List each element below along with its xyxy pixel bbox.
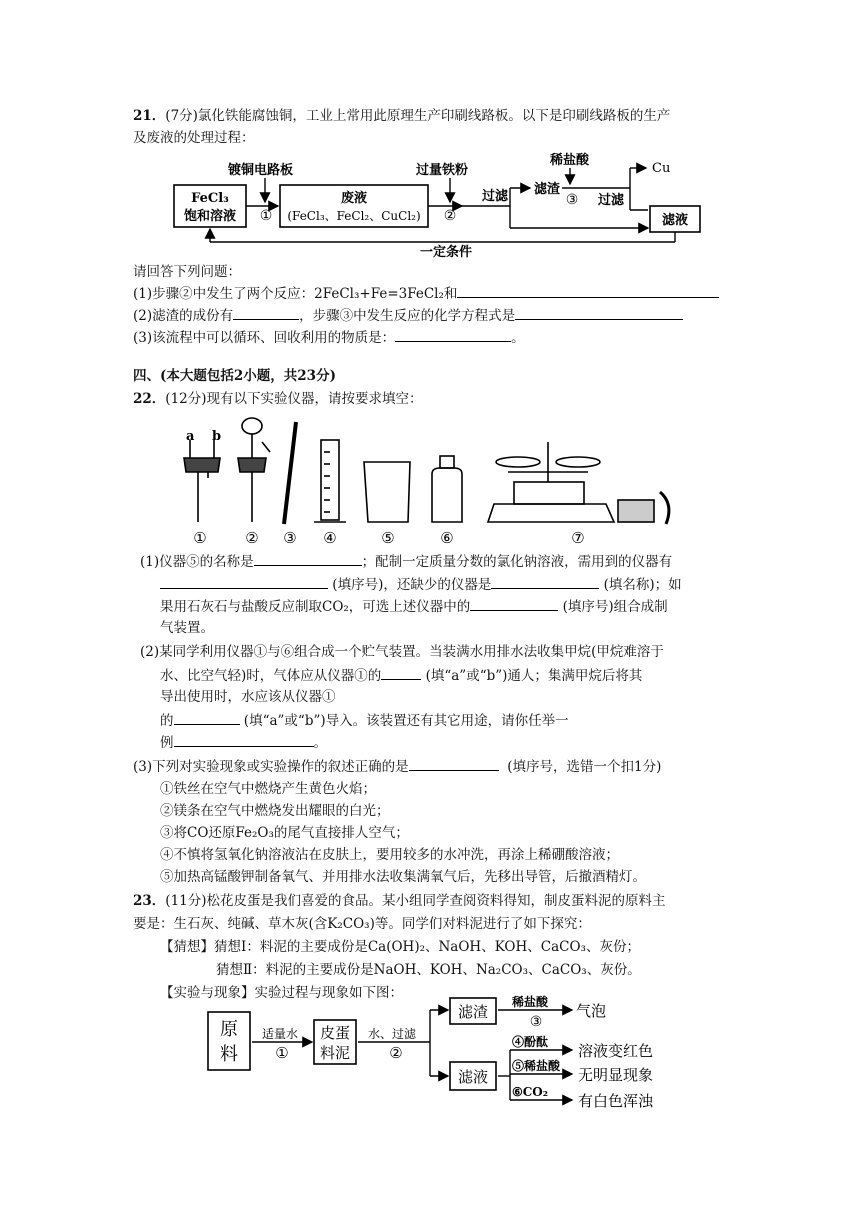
- q21-part2-text-a: 滤渣的成份有: [152, 308, 234, 324]
- instrument-4-cylinder: [314, 440, 346, 522]
- copper-board-label: 镀铜电路板: [228, 163, 294, 178]
- q21-part1-text: (1)步骤②中发生了两个反应：2FeCl₃+Fe=3FeCl₂和: [133, 286, 458, 302]
- number-1: ①: [193, 529, 207, 547]
- q21-heading: [133, 106, 670, 126]
- q22-option-1: ①铁丝在空气中燃烧产生黄色火焰；: [160, 781, 376, 797]
- raw-label-1: 原: [220, 1019, 238, 1040]
- q23-heading-cont: 要是：生石灰、纯碱、草木灰(含K₂CO₃)等。同学们对料泥进行了如下探究：: [133, 916, 591, 932]
- q22-p2-line3: 导出使用时，水应该从仪器①: [160, 689, 336, 705]
- q22-p1-line3: 果用石灰石与盐酸反应制取CO₂，可选上述仪器中的 (填序号)组合成制: [160, 596, 668, 617]
- step2-label: ②: [443, 208, 457, 224]
- instrument-3-glass-rod: [284, 422, 296, 524]
- bubble-label: 气泡: [576, 1002, 607, 1020]
- instrument-6-bottle: [432, 456, 462, 522]
- q23-number: 23．: [133, 893, 166, 909]
- q21-heading-cont: 及废液的处理过程：: [133, 130, 255, 146]
- filter1-label: 过滤: [482, 189, 509, 204]
- answer-blank-7[interactable]: [491, 574, 599, 589]
- q22-option-3: ③将CO还原Fe₂O₃的尾气直接排人空气；: [160, 825, 409, 841]
- iron-powder-label: 过量铁粉: [416, 163, 469, 178]
- instrument-5-beaker: [364, 462, 410, 522]
- white-result: 有白色浑浊: [578, 1092, 654, 1110]
- answer-blank-5[interactable]: [254, 551, 362, 566]
- fecl3-label: FeCl₃: [191, 191, 229, 206]
- q21-part1: [133, 283, 719, 304]
- q22-option-5: ⑤加热高锰酸钾制备氧气、并用排水法收集满氧气后，先移出导管，后撤酒精灯。: [160, 869, 646, 885]
- instrument-1-double-tube: [184, 440, 220, 522]
- residue-label: 滤渣: [534, 182, 561, 197]
- phenolphthalein-label: ④酚酞: [512, 1035, 549, 1049]
- saturated-solution-label: 饱和溶液: [183, 209, 237, 224]
- label-b: b: [212, 429, 222, 444]
- mud-label-1: 皮蛋: [319, 1024, 351, 1042]
- q23-heading: 23．(11分)松花皮蛋是我们喜爱的食品。某小组同学查阅资料得知，制皮蛋料泥的原料主: [133, 893, 666, 909]
- q23-flow-diagram: [200, 990, 700, 1120]
- step1-q23: ①: [275, 1044, 289, 1062]
- q22-text: (12分)现有以下实验仪器，请按要求填空：: [165, 391, 423, 407]
- waste-liquid-label: 废液: [340, 191, 368, 206]
- q23-guess1: 【猜想】猜想Ⅰ：料泥的主要成份是Ca(OH)₂、NaOH、KOH、CaCO₃、灰份；: [160, 939, 640, 955]
- q21-text: (7分)氯化铁能腐蚀铜，工业上常用此原理生产印刷线路板。以下是印刷线路板的生产: [165, 108, 671, 124]
- answer-blank-4[interactable]: [395, 327, 511, 342]
- answer-blank-1[interactable]: [457, 283, 719, 298]
- q23-guess2: 猜想Ⅱ：料泥的主要成份是NaOH、KOH、Na₂CO₃、CaCO₃、灰份。: [216, 962, 641, 978]
- step3-q23: ③: [529, 1014, 543, 1030]
- q22-p2-line2: 水、比空气轻)时，气体应从仪器①的 (填“a”或“b”)通人；集满甲烷后将其: [160, 665, 642, 686]
- residue-label-q23: 滤渣: [457, 1003, 489, 1021]
- cu-label: Cu: [652, 161, 671, 176]
- q21-part3-text: (3)该流程中可以循环、回收利用的物质是：: [133, 330, 396, 346]
- answer-blank-6[interactable]: [160, 574, 328, 589]
- q21-part2-text-b: ，步骤③中发生反应的化学方程式是: [299, 308, 516, 324]
- number-3: ③: [283, 529, 297, 547]
- answer-blank-3[interactable]: [515, 305, 683, 320]
- none-result: 无明显现象: [578, 1066, 654, 1084]
- answer-blank-8[interactable]: [470, 596, 558, 611]
- red-result: 溶液变红色: [578, 1042, 654, 1060]
- instrument-2-funnel: [238, 418, 270, 522]
- q22-p3: (3)下列对实验现象或实验操作的叙述正确的是 (填序号，选错一个扣1分): [133, 756, 661, 777]
- mud-label-2: 料泥: [319, 1044, 351, 1062]
- waste-liquid-contents: (FeCl₃、FeCl₂、CuCl₂): [287, 209, 421, 223]
- filtrate-label: 滤液: [661, 213, 689, 228]
- q22-heading: [133, 389, 423, 409]
- label-a: a: [186, 429, 195, 444]
- acid-label: 稀盐酸: [550, 153, 590, 168]
- q21-number: 21．: [133, 108, 166, 124]
- step3-label: ③: [565, 192, 579, 208]
- q23-experiment: 【实验与现象】实验过程与现象如下图：: [160, 985, 403, 1001]
- raw-label-2: 料: [220, 1044, 238, 1065]
- q22-p2-line4: 的 (填“a”或“b”)导入。该装置还有其它用途，请你任举一: [160, 710, 569, 731]
- q22-p1-line4: 气装置。: [160, 620, 214, 636]
- q22-p2-line5: 例 。: [160, 732, 327, 753]
- q22-number: 22．: [133, 391, 166, 407]
- answer-blank-9[interactable]: [381, 665, 421, 680]
- number-4: ④: [323, 529, 337, 547]
- answer-blank-11[interactable]: [174, 732, 314, 747]
- q22-p1-line1: (1)仪器⑤的名称是 ；配制一定质量分数的氯化钠溶液，需用到的仪器有: [140, 551, 672, 572]
- q21-prompt: 请回答下列问题：: [133, 264, 241, 280]
- q21-part3: (3)该流程中可以循环、回收利用的物质是： 。: [133, 327, 525, 348]
- q22-p2-line1: (2)某同学利用仪器①与⑥组合成一个贮气装置。当装满水用排水法收集甲烷(甲烷难溶于: [140, 644, 664, 660]
- filtrate-label-q23: 滤液: [457, 1068, 489, 1086]
- q21-part2: (2)滤渣的成份有 ，步骤③中发生反应的化学方程式是: [133, 305, 683, 326]
- number-6: ⑥: [440, 529, 454, 547]
- step1-label: ①: [259, 208, 273, 224]
- answer-blank-2[interactable]: [233, 305, 299, 320]
- q22-option-4: ④不慎将氢氧化钠溶液沾在皮肤上，要用较多的水冲洗，再涂上稀硼酸溶液；: [160, 847, 619, 863]
- water-label: 适量水: [262, 1027, 299, 1041]
- acid2-label: ⑤稀盐酸: [512, 1059, 561, 1073]
- instrument-7-balance: [488, 442, 669, 524]
- co2-label: ⑥CO₂: [512, 1085, 549, 1099]
- q22-p1-line2: (填序号)，还缺少的仪器是 (填名称)；如: [160, 574, 682, 595]
- number-2: ②: [245, 529, 259, 547]
- q22-option-2: ②镁条在空气中燃烧发出耀眼的白光；: [160, 803, 390, 819]
- number-7: ⑦: [571, 529, 585, 547]
- water-filter-label: 水、过滤: [368, 1027, 417, 1041]
- q21-flow-diagram: [170, 150, 715, 258]
- instruments-figure: [178, 412, 698, 547]
- filter2-label: 过滤: [598, 193, 625, 208]
- answer-blank-10[interactable]: [174, 710, 240, 725]
- condition-label: 一定条件: [420, 245, 473, 258]
- acid-label-q23: 稀盐酸: [512, 995, 549, 1009]
- step2-q23: ②: [389, 1044, 403, 1062]
- answer-blank-12[interactable]: [409, 756, 499, 771]
- number-5: ⑤: [381, 529, 395, 547]
- section4-heading: 四、(本大题包括2小题，共23分): [133, 368, 336, 384]
